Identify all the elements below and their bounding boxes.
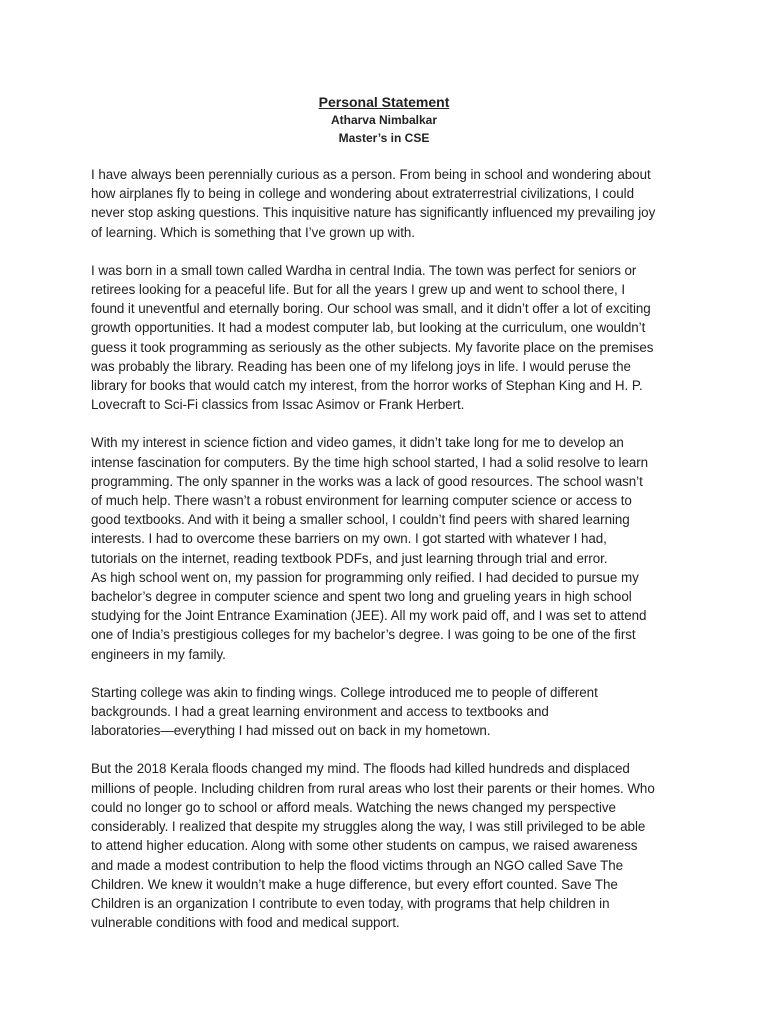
paragraph-4	[91, 683, 687, 741]
text-line: backgrounds. I had a great learning environment and access to textbooks and	[91, 704, 549, 720]
text-line: Starting college was akin to finding wings. College introduced me to people of different	[91, 684, 598, 700]
paragraph-5	[91, 759, 687, 932]
text-line: programming. The only spanner in the works was a lack of good resources. The school wasn’t	[91, 473, 643, 489]
text-line: of much help. There wasn’t a robust environment for learning computer science or access to	[91, 493, 632, 509]
paragraph-spacer	[91, 740, 687, 759]
text-line: bachelor’s degree in computer science and spent two long and grueling years in high school	[91, 589, 632, 605]
document-body	[91, 165, 687, 932]
text-line: good textbooks. And with it being a smaller school, I couldn’t find peers with shared learning	[91, 512, 630, 528]
text-line: With my interest in science fiction and video games, it didn’t take long for me to develop an	[91, 435, 624, 451]
text-line: Children is an organization I contribute to even today, with programs that help children in	[91, 895, 610, 911]
text-line: found it uneventful and eternally boring. Our school was small, and it didn’t offer a lot of exciting	[91, 301, 651, 317]
paragraph-2	[91, 261, 687, 415]
paragraph-spacer	[91, 414, 687, 433]
text-line: retirees looking for a peaceful life. But for all the years I grew up and went to school there, I	[91, 282, 626, 298]
author-name: Atharva Nimbalkar	[330, 113, 438, 127]
text-line: interests. I had to overcome these barriers on my own. I got started with whatever I had,	[91, 531, 607, 547]
text-line: could no longer go to school or afford meals. Watching the news changed my perspective	[91, 799, 616, 815]
paragraph-3	[91, 433, 687, 663]
text-line: I was born in a small town called Wardha in central India. The town was perfect for seniors or	[91, 262, 637, 278]
text-line: and made a modest contribution to help the flood victims through an NGO called Save The	[91, 857, 624, 873]
text-line: to attend higher education. Along with some other students on campus, we raised awareness	[91, 838, 638, 854]
text-line: engineers in my family.	[91, 646, 226, 662]
text-line: I have always been perennially curious as a person. From being in school and wondering about	[91, 167, 651, 182]
text-line: library for books that would catch my interest, from the horror works of Stephan King and H. P.	[91, 378, 643, 394]
text-line: guess it took programming as seriously as the other subjects. My favorite place on the premises	[91, 339, 654, 355]
text-line: one of India’s prestigious colleges for my bachelor’s degree. I was going to be one of the first	[91, 627, 636, 643]
text-line: how airplanes fly to being in college and wondering about extraterrestrial civilizations, I could	[91, 186, 634, 202]
text-line: tutorials on the internet, reading textbook PDFs, and just learning through trial and error.	[91, 550, 608, 566]
text-line: growth opportunities. It had a modest computer lab, but looking at the curriculum, one wouldn’t	[91, 320, 646, 336]
text-line: intense fascination for computers. By the time high school started, I had a solid resolve to learn	[91, 454, 649, 470]
text-line: But the 2018 Kerala floods changed my mind. The floods had killed hundreds and displaced	[91, 761, 630, 777]
text-line: was probably the library. Reading has been one of my lifelong joys in life. I would peruse the	[91, 358, 631, 374]
text-line: studying for the Joint Entrance Examination (JEE). All my work paid off, and I was set to attend	[91, 608, 647, 624]
text-line: laboratories—everything I had missed out on back in my hometown.	[91, 723, 491, 739]
text-line: As high school went on, my passion for programming only reified. I had decided to pursue my	[91, 569, 639, 585]
paragraph-1	[91, 165, 687, 242]
text-line: never stop asking questions. This inquisitive nature has significantly influenced my prevailing joy	[91, 205, 656, 221]
text-line: of learning. Which is something that I’ve grown up with.	[91, 224, 415, 240]
text-line: millions of people. Including children from rural areas who lost their parents or their homes. Who	[91, 780, 655, 796]
text-line: Lovecraft to Sci-Fi classics from Issac Asimov or Frank Herbert.	[91, 397, 465, 413]
document-title: Personal Statement	[318, 94, 450, 110]
text-line: vulnerable conditions with food and medical support.	[91, 915, 400, 931]
text-line: Children. We knew it wouldn’t make a huge difference, but every effort counted. Save The	[91, 876, 618, 892]
program-name: Master’s in CSE	[338, 131, 430, 145]
document-header	[0, 93, 768, 147]
paragraph-spacer	[91, 242, 687, 261]
paragraph-spacer	[91, 664, 687, 683]
text-line: considerably. I realized that despite my struggles along the way, I was still privileged to be able	[91, 819, 646, 835]
